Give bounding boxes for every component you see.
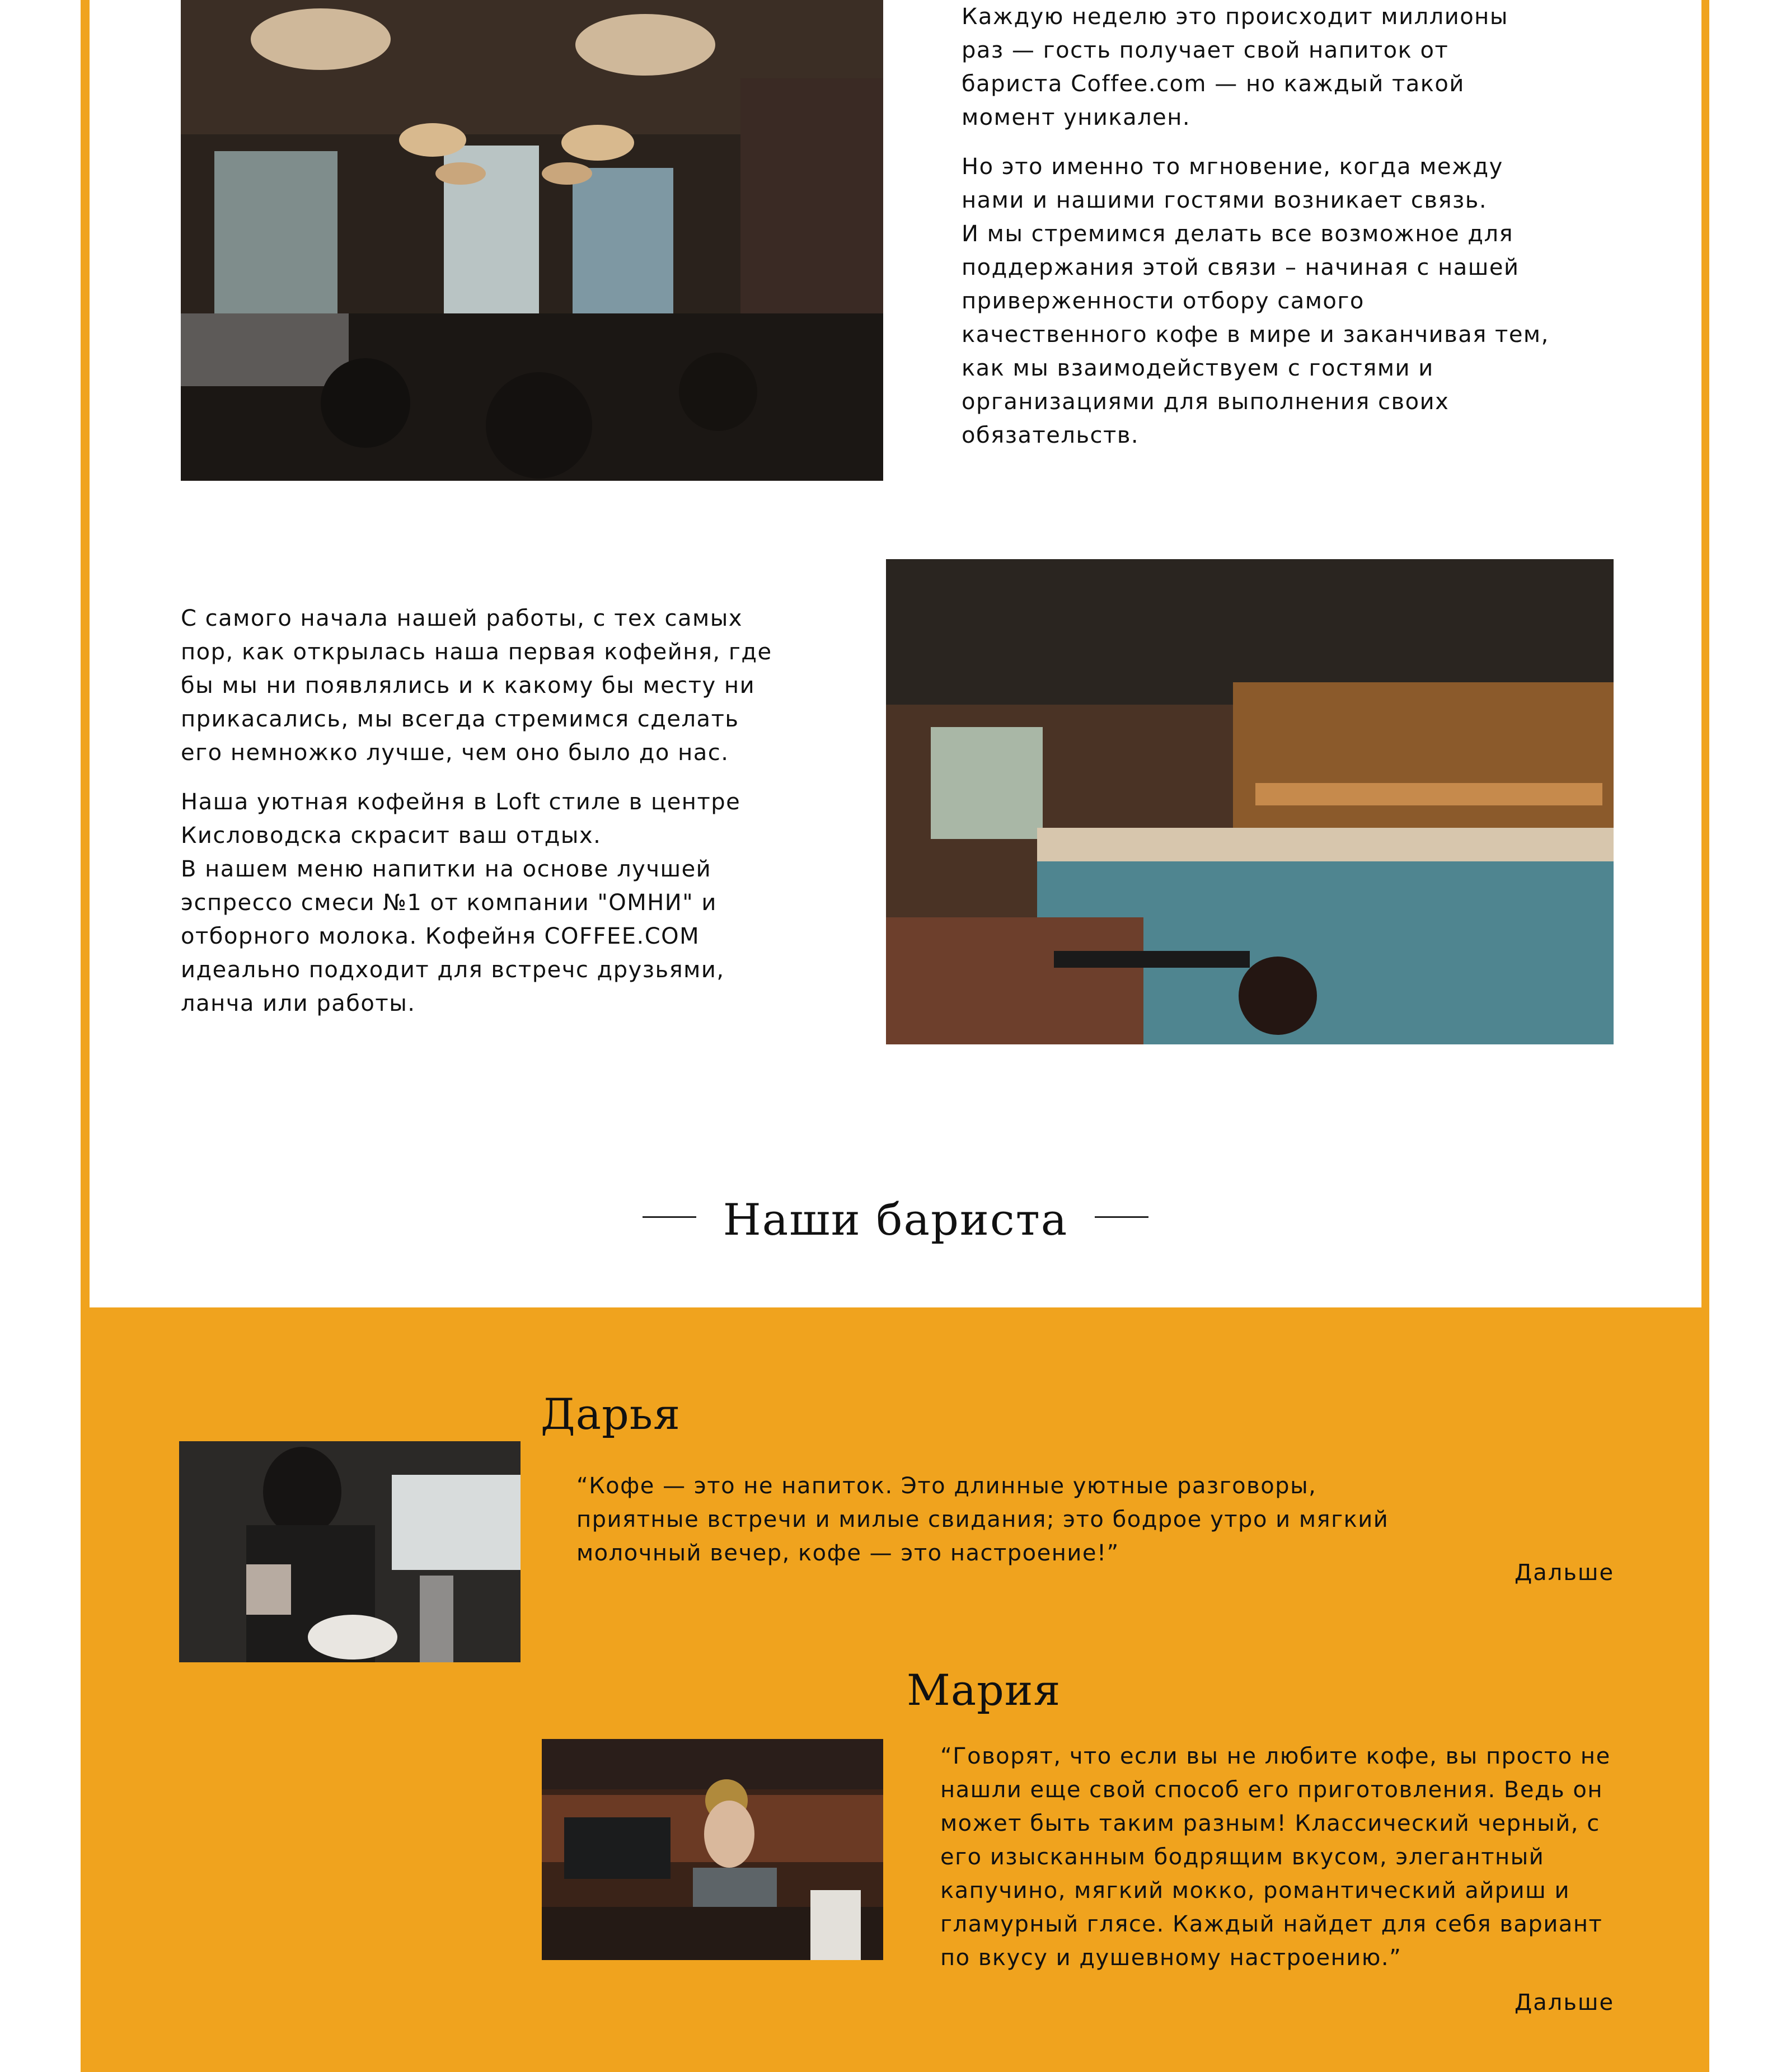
title-rule-right (1095, 1216, 1148, 1218)
barista-more-link[interactable]: Дальше (1515, 1990, 1615, 2015)
about-text (181, 602, 772, 1036)
intro-paragraph-2: Но это именно то мгновение, когда между нами и нашими гостями возникает связь. И мы стремимся делать все возможное для поддержания этой связи – начиная с нашей приверженности отбору самого качественного кофе в мире и заканчивая тем, как мы взаимодействуем с гостями и организациями для выполнения своих обязательств. (962, 154, 1549, 448)
about-paragraph-2: Наша уютная кофейня в Loft стиле в центре Кисловодска скрасит ваш отдых. В нашем меню напитки на основе лучшей эспрессо смеси №1 от компании "ОМНИ" и отборного молока. Кофейня COFFEE.COM идеально подходит для встречс друзьями, ланча или работы. (181, 789, 741, 1016)
barista-photo (542, 1739, 883, 1960)
baristas-section-title: Наши бариста (723, 1195, 1068, 1245)
barista-quote: “Говорят, что если вы не любите кофе, вы просто не нашли еще свой способ его приготовления. Ведь он может быть таким разным! Классический черный, с его изысканным бодрящим вкусом, элегантный капучино, мягкий мокко, романтический айриш и гламурный глясе. Каждый найдет для себя вариант по вкусу и душевному настроению.” (940, 1743, 1611, 1971)
barista-photo (179, 1441, 521, 1662)
coffee-bar-photo (886, 559, 1614, 1044)
about-paragraph-1: С самого начала нашей работы, с тех самых пор, как открылась наша первая кофейня, где бы мы ни появлялись и к какому бы месту ни прикасались, мы всегда стремимся сделать его немножко лучше, чем оно было до нас. (181, 606, 772, 766)
barista-name: Мария (907, 1665, 1061, 1715)
barista-more-link[interactable]: Дальше (1515, 1560, 1615, 1586)
barista-name: Дарья (541, 1389, 681, 1439)
intro-paragraph-1: Каждую неделю это происходит миллионы раз — гость получает свой напиток от бариста Coffee.com — но каждый такой момент уникален. (962, 4, 1508, 130)
barista-quote: “Кофе — это не напиток. Это длинные уютные разговоры, приятные встречи и милые свидания; это бодрое утро и мягкий молочный вечер, кофе — это настроение!” (576, 1473, 1389, 1566)
cafe-interior-photo (181, 0, 883, 481)
intro-text (962, 0, 1549, 468)
